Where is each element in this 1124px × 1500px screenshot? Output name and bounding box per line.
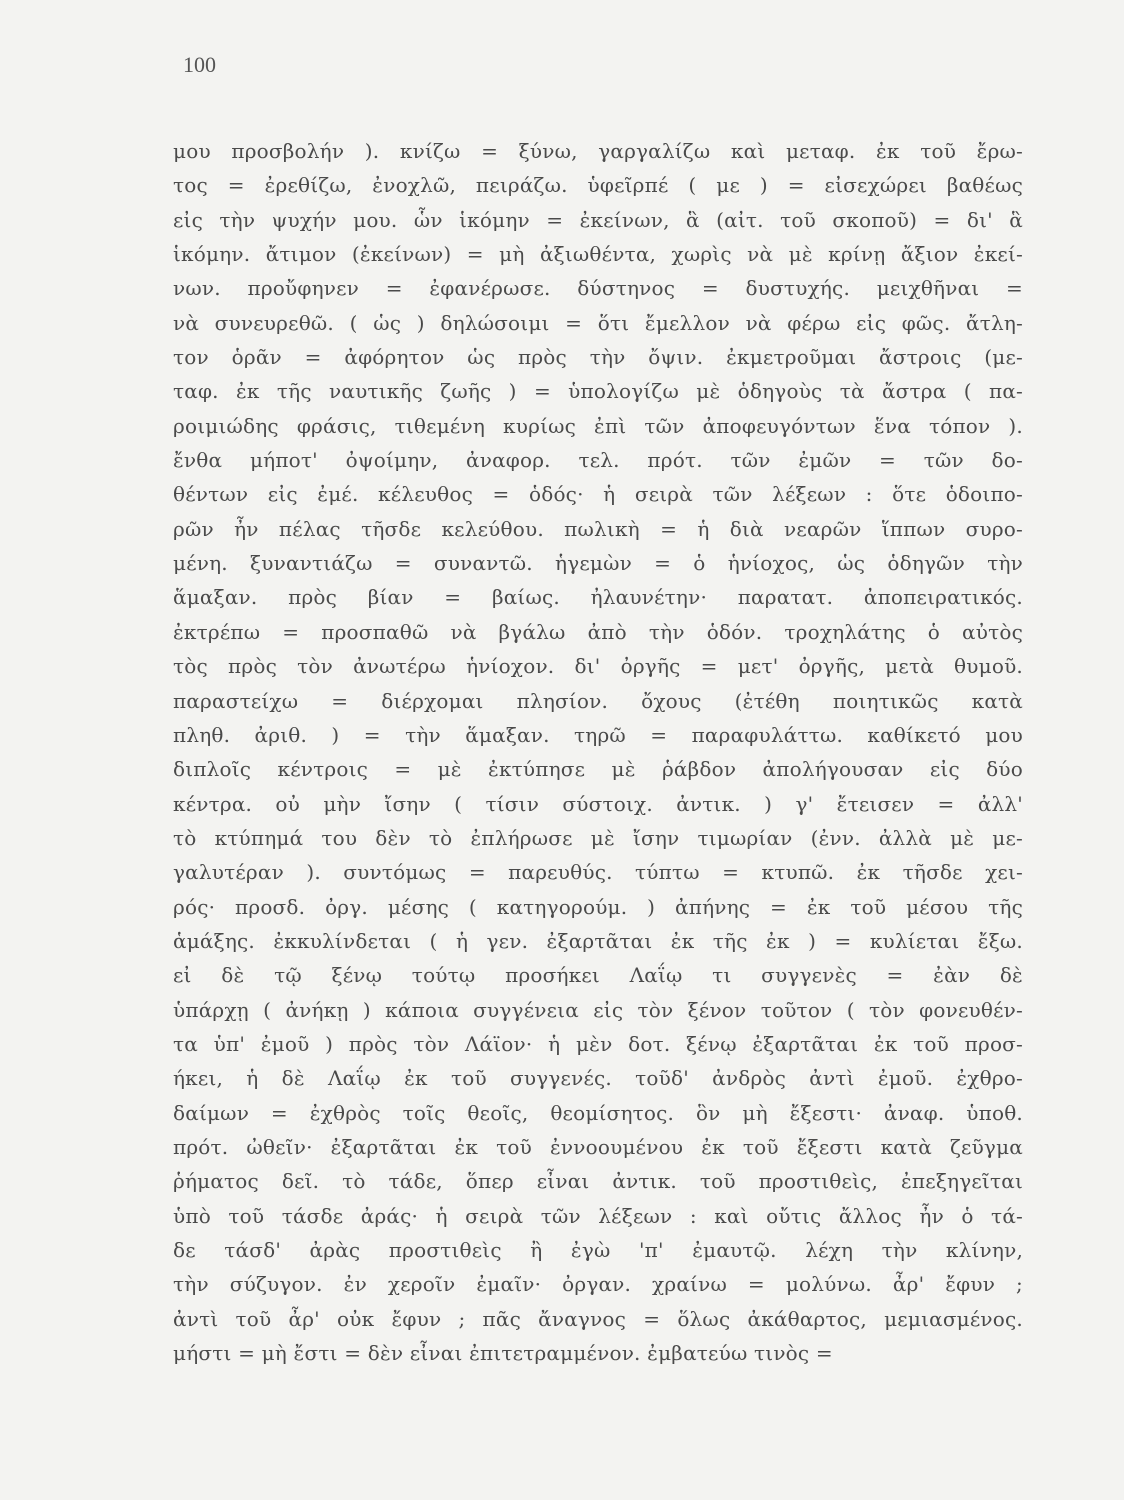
text-line: ροιμιώδης φράσις, τιθεμένη κυρίως ἐπὶ τῶν ἀποφευγόντων ἕνα τόπον ). — [173, 413, 1023, 438]
text-line: τον ὁρᾶν = ἀφόρητον ὡς πρὸς τὴν ὄψιν. ἐκμετροῦμαι ἄστροις (με- — [173, 345, 1023, 370]
text-line: μήστι = μὴ ἔστι = δὲν εἶναι ἐπιτετραμμένον. ἐμβατεύω τινὸς = — [173, 1341, 833, 1366]
commentary-text — [173, 134, 1023, 1370]
text-line: μου προσβολήν ). κνίζω = ξύνω, γαργαλίζω καὶ μεταφ. ἐκ τοῦ ἔρω- — [173, 139, 1023, 163]
text-line: τὴν σύζυγον. ἐν χεροῖν ἐμαῖν· ὀργαν. χραίνω = μολύνω. ἆρ' ἔφυν ; — [173, 1272, 1023, 1297]
text-line: τὸ κτύπημά του δὲν τὸ ἐπλήρωσε μὲ ἴσην τιμωρίαν (ἐνν. ἀλλὰ μὲ με- — [173, 825, 1023, 850]
text-line: ἅμαξαν. πρὸς βίαν = βαίως. ἠλαυνέτην· παρατατ. ἀποπειρατικός. — [173, 585, 1023, 610]
text-line: ταφ. ἐκ τῆς ναυτικῆς ζωῆς ) = ὑπολογίζω μὲ ὁδηγοὺς τὰ ἄστρα ( πα- — [173, 379, 1023, 404]
text-line: ἐκτρέπω = προσπαθῶ νὰ βγάλω ἀπὸ τὴν ὁδόν. τροχηλάτης ὁ αὐτὸς — [173, 619, 1023, 644]
text-line: θέντων εἰς ἐμέ. κέλευθος = ὁδός· ἡ σειρὰ τῶν λέξεων : ὅτε ὁδοιπο- — [173, 482, 1023, 507]
text-line: διπλοῖς κέντροις = μὲ ἐκτύπησε μὲ ῥάβδον ἀπολήγουσαν εἰς δύο — [173, 757, 1023, 782]
text-line: ῥήματος δεῖ. τὸ τάδε, ὅπερ εἶναι ἀντικ. τοῦ προστιθεὶς, ἐπεξηγεῖται — [173, 1169, 1023, 1194]
text-line: ήκει, ἡ δὲ Λαΐῳ ἐκ τοῦ συγγενές. τοῦδ' ἀνδρὸς ἀντὶ ἐμοῦ. ἐχθρο- — [173, 1066, 1023, 1091]
text-line: τα ὑπ' ἐμοῦ ) πρὸς τὸν Λάϊον· ἡ μὲν δοτ. ξένῳ ἐξαρτᾶται ἐκ τοῦ προσ- — [173, 1031, 1023, 1056]
text-line: κέντρα. οὐ μὴν ἴσην ( τίσιν σύστοιχ. ἀντικ. ) γ' ἔτεισεν = ἀλλ' — [173, 791, 1023, 816]
text-line: πρότ. ὠθεῖν· ἐξαρτᾶται ἐκ τοῦ ἐννοουμένου ἐκ τοῦ ἔξεστι κατὰ ζεῦγμα — [173, 1134, 1023, 1159]
text-line: τος = ἐρεθίζω, ἐνοχλῶ, πειράζω. ὑφεῖρπέ ( με ) = εἰσεχώρει βαθέως — [173, 173, 1023, 198]
text-line: παραστείχω = διέρχομαι πλησίον. ὄχους (ἐτέθη ποιητικῶς κατὰ — [173, 688, 1023, 713]
text-line: νὰ συνευρεθῶ. ( ὡς ) δηλώσοιμι = ὅτι ἔμελλον νὰ φέρω εἰς φῶς. ἄτλη- — [173, 310, 1023, 335]
text-line: πληθ. ἀριθ. ) = τὴν ἅμαξαν. τηρῶ = παραφυλάττω. καθίκετό μου — [173, 722, 1023, 747]
text-line: ὑπὸ τοῦ τάσδε ἀράς· ἡ σειρὰ τῶν λέξεων : καὶ οὔτις ἄλλος ἦν ὁ τά- — [173, 1203, 1023, 1228]
text-line: εἰ δὲ τῷ ξένῳ τούτῳ προσήκει Λαΐῳ τι συγγενὲς = ἐὰν δὲ — [173, 963, 1023, 988]
text-line: γαλυτέραν ). συντόμως = παρευθύς. τύπτω = κτυπῶ. ἐκ τῆσδε χει- — [173, 860, 1023, 885]
text-line: ρός· προσδ. ὀργ. μέσης ( κατηγορούμ. ) ἀπήνης = ἐκ τοῦ μέσου τῆς — [173, 894, 1023, 919]
text-line: ἁμάξης. ἐκκυλίνδεται ( ἡ γεν. ἐξαρτᾶται ἐκ τῆς ἐκ ) = κυλίεται ἔξω. — [173, 928, 1023, 953]
text-line: ρῶν ἦν πέλας τῆσδε κελεύθου. πωλικὴ = ἡ διὰ νεαρῶν ἵππων συρο- — [173, 516, 1023, 541]
text-line: ἔνθα μήποτ' ὀψοίμην, ἀναφορ. τελ. πρότ. τῶν ἐμῶν = τῶν δο- — [173, 448, 1023, 473]
text-line: μένη. ξυναντιάζω = συναντῶ. ἡγεμὼν = ὁ ἡνίοχος, ὡς ὁδηγῶν τὴν — [173, 551, 1023, 576]
text-line: εἰς τὴν ψυχήν μου. ὧν ἱκόμην = ἐκείνων, ἃ (αἰτ. τοῦ σκοποῦ) = δι' ἃ — [173, 207, 1023, 232]
text-line: ἱκόμην. ἄτιμον (ἐκείνων) = μὴ ἀξιωθέντα, χωρὶς νὰ μὲ κρίνῃ ἄξιον ἐκεί- — [173, 242, 1023, 267]
text-line: δαίμων = ἐχθρὸς τοῖς θεοῖς, θεομίσητος. ὃν μὴ ἔξεστι· ἀναφ. ὑποθ. — [173, 1100, 1023, 1125]
page-number: 100 — [183, 52, 216, 77]
text-line: ὑπάρχῃ ( ἀνήκῃ ) κάποια συγγένεια εἰς τὸν ξένον τοῦτον ( τὸν φονευθέν- — [173, 997, 1023, 1022]
text-line: δε τάσδ' ἀρὰς προστιθεὶς ἢ ἐγὼ 'π' ἐμαυτῷ. λέχη τὴν κλίνην, — [173, 1238, 1023, 1262]
text-line: τὸς πρὸς τὸν ἀνωτέρω ἡνίοχον. δι' ὀργῆς = μετ' ὀργῆς, μετὰ θυμοῦ. — [173, 654, 1023, 679]
text-line: ἀντὶ τοῦ ἆρ' οὐκ ἔφυν ; πᾶς ἄναγνος = ὅλως ἀκάθαρτος, μεμιασμένος. — [173, 1306, 1023, 1331]
text-line: νων. προὔφηνεν = ἐφανέρωσε. δύστηνος = δυστυχής. μειχθῆναι = — [173, 276, 1023, 301]
